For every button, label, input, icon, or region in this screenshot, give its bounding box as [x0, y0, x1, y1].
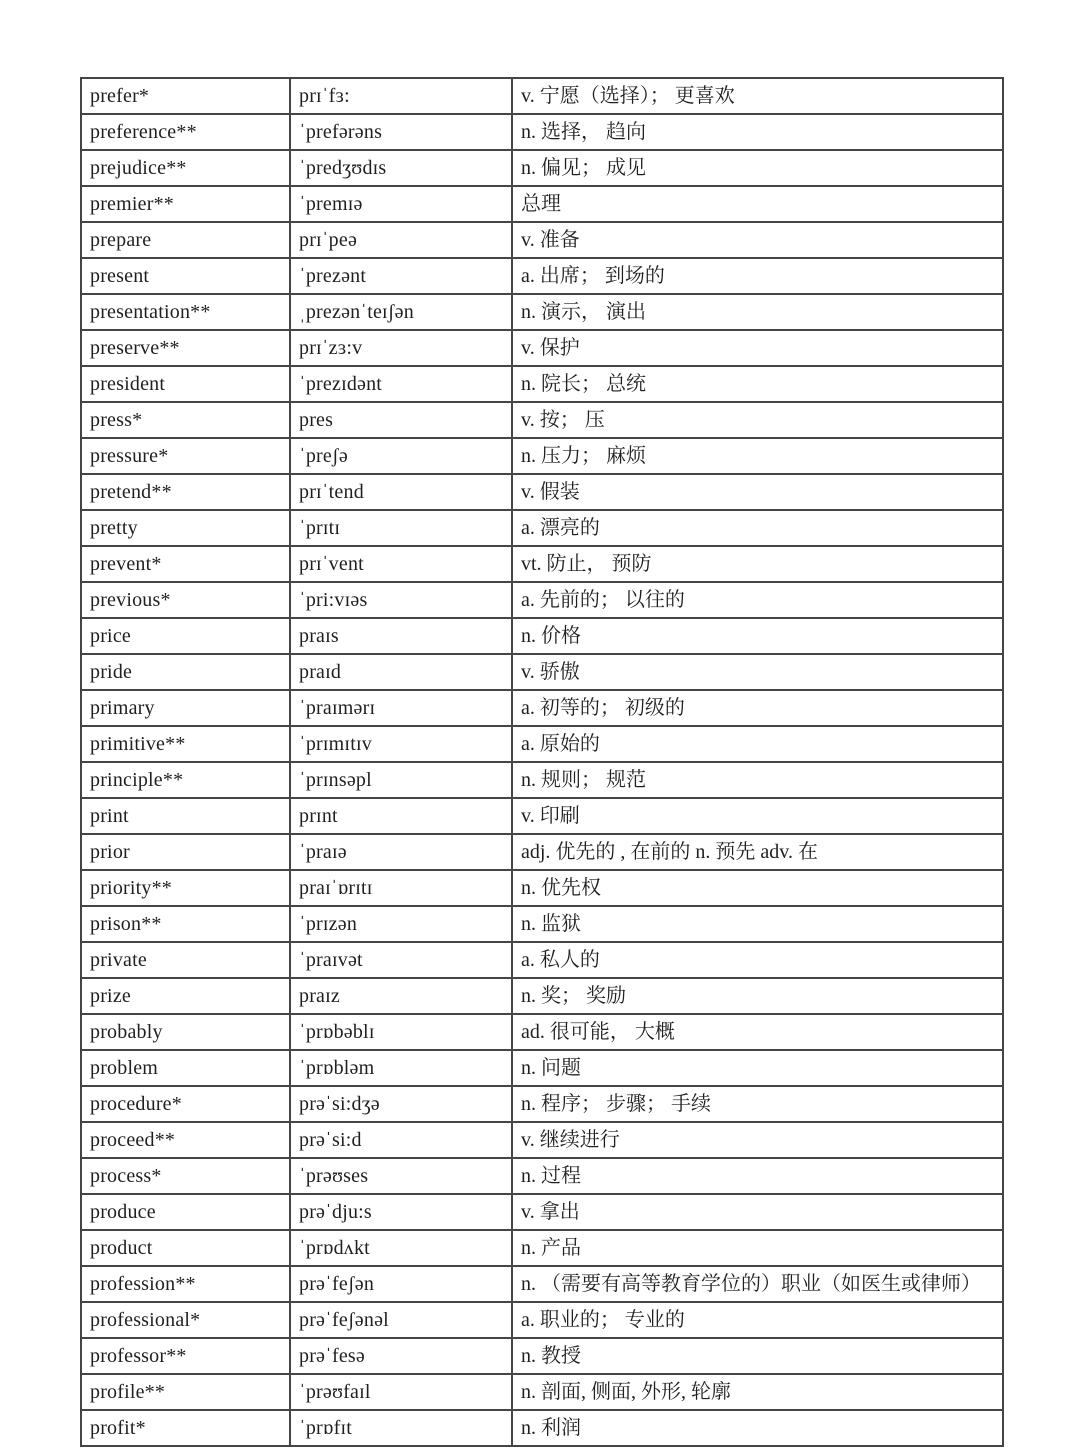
word-cell: prison** [81, 906, 290, 942]
table-row [81, 1230, 1003, 1266]
phonetic-cell: prɪˈzɜ:v [290, 330, 512, 366]
phonetic-cell: ˈprezənt [290, 258, 512, 294]
table-row [81, 78, 1003, 114]
word-cell: produce [81, 1194, 290, 1230]
table-row [81, 1050, 1003, 1086]
word-cell: prefer* [81, 78, 290, 114]
definition-cell: n. 过程 [512, 1158, 1003, 1194]
word-cell: present [81, 258, 290, 294]
phonetic-cell: ˈprɒbəblɪ [290, 1014, 512, 1050]
word-cell: premier** [81, 186, 290, 222]
phonetic-cell: ˈpremɪə [290, 186, 512, 222]
phonetic-cell: prɪˈtend [290, 474, 512, 510]
definition-cell: adj. 优先的 , 在前的 n. 预先 adv. 在 [512, 834, 1003, 870]
word-cell: probably [81, 1014, 290, 1050]
phonetic-cell: prəˈsi:d [290, 1122, 512, 1158]
phonetic-cell: ˈpraɪmərɪ [290, 690, 512, 726]
phonetic-cell: pres [290, 402, 512, 438]
table-row [81, 1014, 1003, 1050]
table-row [81, 798, 1003, 834]
word-cell: pressure* [81, 438, 290, 474]
table-row [81, 690, 1003, 726]
table-row [81, 1194, 1003, 1230]
definition-cell: 总理 [512, 186, 1003, 222]
definition-cell: a. 初等的； 初级的 [512, 690, 1003, 726]
word-cell: prejudice** [81, 150, 290, 186]
table-row [81, 978, 1003, 1014]
definition-cell: v. 保护 [512, 330, 1003, 366]
word-cell: profit* [81, 1410, 290, 1446]
table-row [81, 546, 1003, 582]
phonetic-cell: ˈpraɪə [290, 834, 512, 870]
definition-cell: n. 优先权 [512, 870, 1003, 906]
word-cell: primary [81, 690, 290, 726]
phonetic-cell: prəˈfeʃənəl [290, 1302, 512, 1338]
definition-cell: a. 出席； 到场的 [512, 258, 1003, 294]
word-cell: presentation** [81, 294, 290, 330]
phonetic-cell: ˈprɪtɪ [290, 510, 512, 546]
phonetic-cell: ˈprezɪdənt [290, 366, 512, 402]
definition-cell: n. 演示， 演出 [512, 294, 1003, 330]
phonetic-cell: prəˈsi:dʒə [290, 1086, 512, 1122]
definition-cell: v. 准备 [512, 222, 1003, 258]
phonetic-cell: prɪˈvent [290, 546, 512, 582]
table-row [81, 366, 1003, 402]
phonetic-cell: praɪˈɒrɪtɪ [290, 870, 512, 906]
definition-cell: a. 先前的； 以往的 [512, 582, 1003, 618]
phonetic-cell: praɪs [290, 618, 512, 654]
definition-cell: v. 假装 [512, 474, 1003, 510]
phonetic-cell: prəˈfesə [290, 1338, 512, 1374]
phonetic-cell: ˈpredʒʊdɪs [290, 150, 512, 186]
table-row [81, 1410, 1003, 1446]
definition-cell: n. 偏见； 成见 [512, 150, 1003, 186]
phonetic-cell: prɪˈfɜ: [290, 78, 512, 114]
word-cell: prepare [81, 222, 290, 258]
word-cell: product [81, 1230, 290, 1266]
definition-cell: v. 印刷 [512, 798, 1003, 834]
word-cell: pride [81, 654, 290, 690]
word-cell: price [81, 618, 290, 654]
word-cell: prior [81, 834, 290, 870]
definition-cell: n. 院长； 总统 [512, 366, 1003, 402]
definition-cell: n. 价格 [512, 618, 1003, 654]
word-cell: preserve** [81, 330, 290, 366]
word-cell: prize [81, 978, 290, 1014]
word-cell: president [81, 366, 290, 402]
word-cell: procedure* [81, 1086, 290, 1122]
definition-cell: a. 私人的 [512, 942, 1003, 978]
word-cell: problem [81, 1050, 290, 1086]
word-cell: pretend** [81, 474, 290, 510]
table-row [81, 906, 1003, 942]
word-cell: private [81, 942, 290, 978]
word-cell: profile** [81, 1374, 290, 1410]
table-row [81, 618, 1003, 654]
definition-cell: n. 产品 [512, 1230, 1003, 1266]
table-row [81, 510, 1003, 546]
table-row [81, 330, 1003, 366]
phonetic-cell: ˈprəʊses [290, 1158, 512, 1194]
phonetic-cell: ˈpri:vɪəs [290, 582, 512, 618]
word-cell: preference** [81, 114, 290, 150]
table-row [81, 1266, 1003, 1302]
definition-cell: a. 漂亮的 [512, 510, 1003, 546]
table-row [81, 726, 1003, 762]
table-row [81, 942, 1003, 978]
phonetic-cell: ˈprəʊfaɪl [290, 1374, 512, 1410]
word-table-body [81, 78, 1003, 1446]
definition-cell: ad. 很可能， 大概 [512, 1014, 1003, 1050]
phonetic-cell: ˈprɒfɪt [290, 1410, 512, 1446]
table-row [81, 402, 1003, 438]
definition-cell: n. 规则； 规范 [512, 762, 1003, 798]
table-row [81, 582, 1003, 618]
phonetic-cell: ˈprɪnsəpl [290, 762, 512, 798]
word-cell: professional* [81, 1302, 290, 1338]
phonetic-cell: prɪnt [290, 798, 512, 834]
table-row [81, 222, 1003, 258]
table-row [81, 1086, 1003, 1122]
table-row [81, 474, 1003, 510]
table-row [81, 834, 1003, 870]
table-row [81, 762, 1003, 798]
table-row [81, 1374, 1003, 1410]
definition-cell: v. 宁愿（选择）； 更喜欢 [512, 78, 1003, 114]
phonetic-cell: ˈprɒdʌkt [290, 1230, 512, 1266]
definition-cell: vt. 防止， 预防 [512, 546, 1003, 582]
phonetic-cell: ˈprɪmɪtɪv [290, 726, 512, 762]
phonetic-cell: praɪz [290, 978, 512, 1014]
phonetic-cell: ˈpreʃə [290, 438, 512, 474]
word-cell: principle** [81, 762, 290, 798]
definition-cell: n. 压力； 麻烦 [512, 438, 1003, 474]
definition-cell: n. 选择， 趋向 [512, 114, 1003, 150]
definition-cell: v. 继续进行 [512, 1122, 1003, 1158]
phonetic-cell: ˌprezənˈteɪʃən [290, 294, 512, 330]
word-cell: print [81, 798, 290, 834]
word-cell: primitive** [81, 726, 290, 762]
table-row [81, 1122, 1003, 1158]
definition-cell: v. 拿出 [512, 1194, 1003, 1230]
phonetic-cell: prɪˈpeə [290, 222, 512, 258]
definition-cell: n. （需要有高等教育学位的）职业（如医生或律师） [512, 1266, 1003, 1302]
phonetic-cell: ˈpraɪvət [290, 942, 512, 978]
table-row [81, 186, 1003, 222]
definition-cell: a. 职业的； 专业的 [512, 1302, 1003, 1338]
word-cell: prevent* [81, 546, 290, 582]
definition-cell: v. 按； 压 [512, 402, 1003, 438]
table-row [81, 1158, 1003, 1194]
table-row [81, 1302, 1003, 1338]
word-cell: press* [81, 402, 290, 438]
table-row [81, 294, 1003, 330]
table-row [81, 438, 1003, 474]
definition-cell: a. 原始的 [512, 726, 1003, 762]
table-row [81, 870, 1003, 906]
table-row [81, 1338, 1003, 1374]
table-row [81, 150, 1003, 186]
definition-cell: n. 问题 [512, 1050, 1003, 1086]
phonetic-cell: praɪd [290, 654, 512, 690]
definition-cell: n. 奖； 奖励 [512, 978, 1003, 1014]
word-cell: professor** [81, 1338, 290, 1374]
phonetic-cell: ˈprefərəns [290, 114, 512, 150]
definition-cell: n. 利润 [512, 1410, 1003, 1446]
phonetic-cell: ˈprɒbləm [290, 1050, 512, 1086]
word-cell: pretty [81, 510, 290, 546]
word-cell: priority** [81, 870, 290, 906]
phonetic-cell: prəˈfeʃən [290, 1266, 512, 1302]
table-row [81, 258, 1003, 294]
vocabulary-table [80, 77, 1004, 1447]
word-cell: profession** [81, 1266, 290, 1302]
definition-cell: n. 监狱 [512, 906, 1003, 942]
definition-cell: n. 教授 [512, 1338, 1003, 1374]
word-cell: proceed** [81, 1122, 290, 1158]
definition-cell: v. 骄傲 [512, 654, 1003, 690]
word-cell: process* [81, 1158, 290, 1194]
table-row [81, 114, 1003, 150]
table-row [81, 654, 1003, 690]
definition-cell: n. 程序； 步骤； 手续 [512, 1086, 1003, 1122]
word-cell: previous* [81, 582, 290, 618]
definition-cell: n. 剖面, 侧面, 外形, 轮廓 [512, 1374, 1003, 1410]
phonetic-cell: prəˈdju:s [290, 1194, 512, 1230]
phonetic-cell: ˈprɪzən [290, 906, 512, 942]
